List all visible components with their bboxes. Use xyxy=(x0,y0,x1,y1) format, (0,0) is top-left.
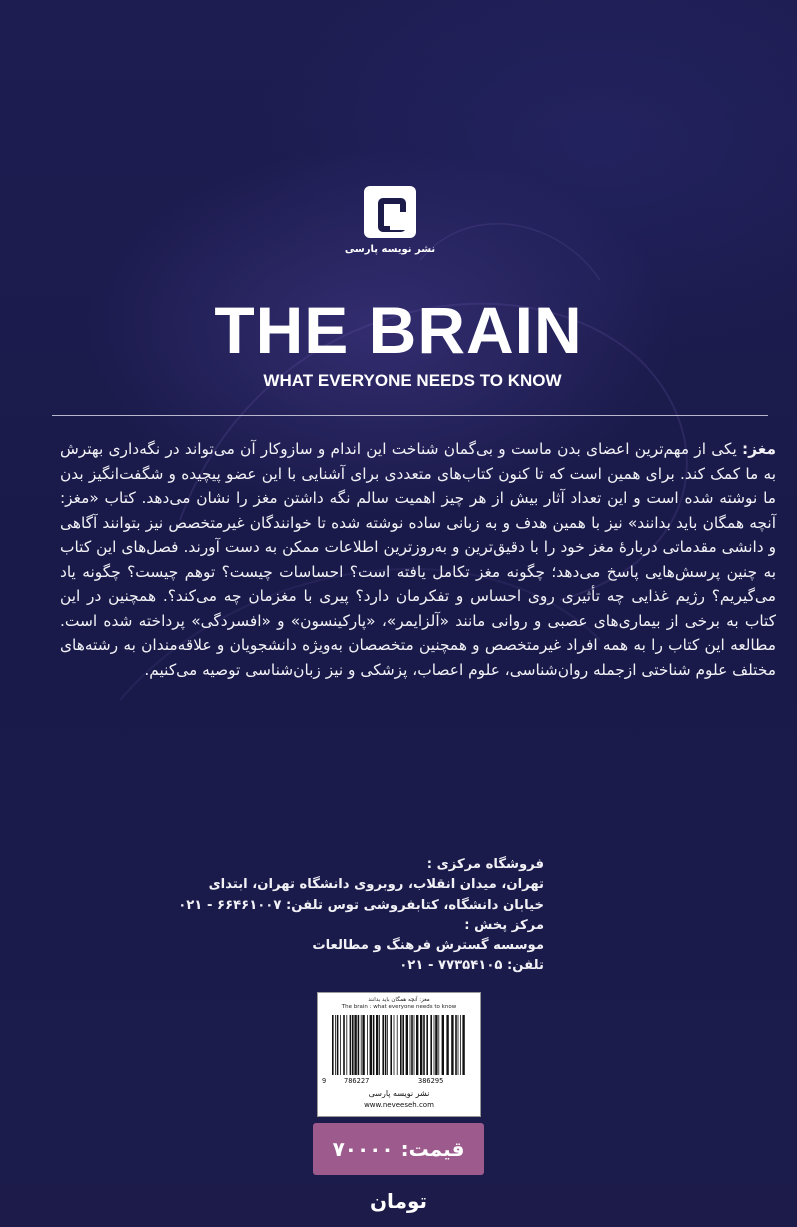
barcode-digits-mid: 786227 xyxy=(344,1077,370,1085)
store-address-line-2: خیابان دانشگاه، کتابفروشی توس تلفن: ۶۶۴۶۱۰۰۷ - ۰۲۱ xyxy=(178,897,544,913)
distribution-phone: تلفن: ۷۷۳۵۴۱۰۵ - ۰۲۱ xyxy=(399,958,544,974)
price-badge: قیمت: ۷۰۰۰۰ تومان xyxy=(313,1123,484,1175)
contact-info xyxy=(178,855,544,977)
barcode-digit-left: 9 xyxy=(322,1077,327,1085)
description-lead: مغز: xyxy=(742,440,776,458)
book-title: THE BRAIN xyxy=(214,293,583,367)
barcode-publisher: نشر نویسه پارسی xyxy=(368,1089,430,1098)
barcode-digits xyxy=(322,1077,476,1087)
barcode-title-en: The brain : what everyone needs to know xyxy=(341,1004,457,1010)
book-subtitle: WHAT EVERYONE NEEDS TO KNOW xyxy=(263,371,562,390)
store-address-line-1: تهران، میدان انقلاب، روبروی دانشگاه تهران، ابتدای xyxy=(208,877,544,893)
description-text: یکی از مهم‌ترین اعضای بدن ماست و بی‌گمان شناخت این اندام و سازوکار آن می‌تواند در نگه‌داری بهترش به ما کمک کند. برای همین است که تا کنون کتاب‌های متعددی برای آشنایی با این عضو پیچیده و شگفت‌انگیز بدن ما نوشته شده است و این تعداد آثار بیش از هر چیز اهمیت سالم نگه داشتن مغز را نشان می‌دهد. کتاب «مغز: آنچه همگان باید بدانند» نیز با همین هدف و به زبانی ساده نوشته شده تا خوانندگان غیرمتخصص نیز بتوانند آگاهی و دانشی مقدماتی دربارهٔ مغز خود را با دقیق‌ترین و به‌روزترین اطلاعات ممکن به دست آورند. فصل‌های این کتاب به چنین پرسش‌هایی پاسخ می‌دهد؛ چگونه مغز تکامل یافته است؟ احساسات چیست؟ توهم چیست؟ چگونه یاد می‌گیریم؟ رژیم غذایی چه تأثیری روی احساس و تفکرمان دارد؟ پیری با مغزمان چه می‌کند؟. همچنین در این کتاب به برخی از بیماری‌های عصبی و روانی مانند «آلزایمر»، «پارکینسون» و «افسردگی» پرداخته شده است. مطالعه این کتاب را به همه افراد غیرمتخصص و همچنین متخصصان به‌ویژه دانشجویان و علاقه‌مندان به رشته‌های مختلف علوم شناختی ازجمله روان‌شناسی، علوم اعصاب، پزشکی و نیز زبان‌شناسی توصیه می‌کنیم. xyxy=(60,440,776,679)
publisher-name: نشر نویسه پارسی xyxy=(344,244,436,255)
barcode-bars xyxy=(332,1015,468,1075)
store-label: فروشگاه مرکزی : xyxy=(426,857,544,872)
book-description xyxy=(60,437,776,682)
barcode-label xyxy=(317,992,481,1117)
barcode-digits-right: 386295 xyxy=(418,1077,444,1085)
distribution-label: مرکز پخش : xyxy=(464,917,544,933)
barcode-title-fa: مغز: آنچه همگان باید بدانند xyxy=(368,997,430,1003)
publisher-website: www.neveeseh.com xyxy=(364,1101,434,1109)
distribution-name: موسسه گسترش فرهنگ و مطالعات xyxy=(312,938,544,954)
divider xyxy=(52,415,768,416)
publisher-logo xyxy=(364,186,416,238)
